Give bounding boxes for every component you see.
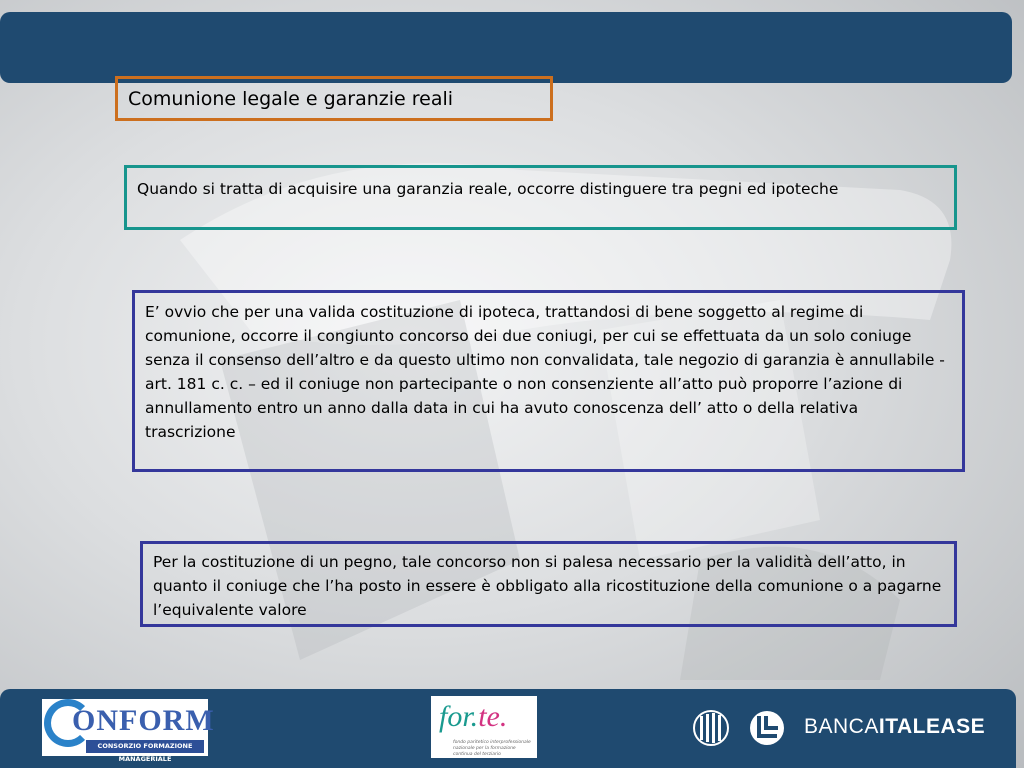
slide-title: Comunione legale e garanzie reali (115, 76, 553, 121)
forte-logo (431, 696, 537, 758)
conform-logo-subtitle: CONSORZIO FORMAZIONE MANAGERIALE (86, 740, 204, 753)
bancaitalease-mark-icon (693, 708, 793, 748)
ipoteca-box: E’ ovvio che per una valida costituzione di ipoteca, trattandosi di bene soggetto al regime di comunione, occorre il congiunto concorso dei due coniugi, per cui se effettuata da un solo coniuge senza il consenso dell’altro e da questo ultimo non convalidata, tale negozio di garanzia è annullabile - art. 181 c. c. – ed il coniuge non partecipante o non consenziente all’atto può proporre l’azione di annullamento entro un anno dalla data in cui ha avuto conoscenza dell’ atto o della relativa trascrizione (132, 290, 965, 472)
banca-word: BANCA (804, 715, 879, 738)
italease-word: ITALEASE (878, 715, 986, 738)
forte-logo-word (439, 700, 507, 734)
pegno-box: Per la costituzione di un pegno, tale concorso non si palesa necessario per la validità dell’atto, in quanto il coniuge che l’ha posto in essere è obbligato alla ricostituzione della comunione o a pagarne l’equivalente valore (140, 541, 957, 627)
header-bar (0, 12, 1012, 83)
forte-logo-te: te. (478, 700, 508, 733)
intro-box: Quando si tratta di acquisire una garanzia reale, occorre distinguere tra pegni ed ipoteche (124, 165, 957, 230)
conform-logo-word: ONFORM (72, 704, 215, 737)
bancaitalease-logo-text (804, 714, 985, 740)
forte-logo-tagline: fondo paritetico interprofessionale nazionale per la formazione continua del terziario (453, 740, 531, 757)
conform-logo (42, 699, 215, 763)
forte-logo-for: for. (439, 700, 479, 733)
